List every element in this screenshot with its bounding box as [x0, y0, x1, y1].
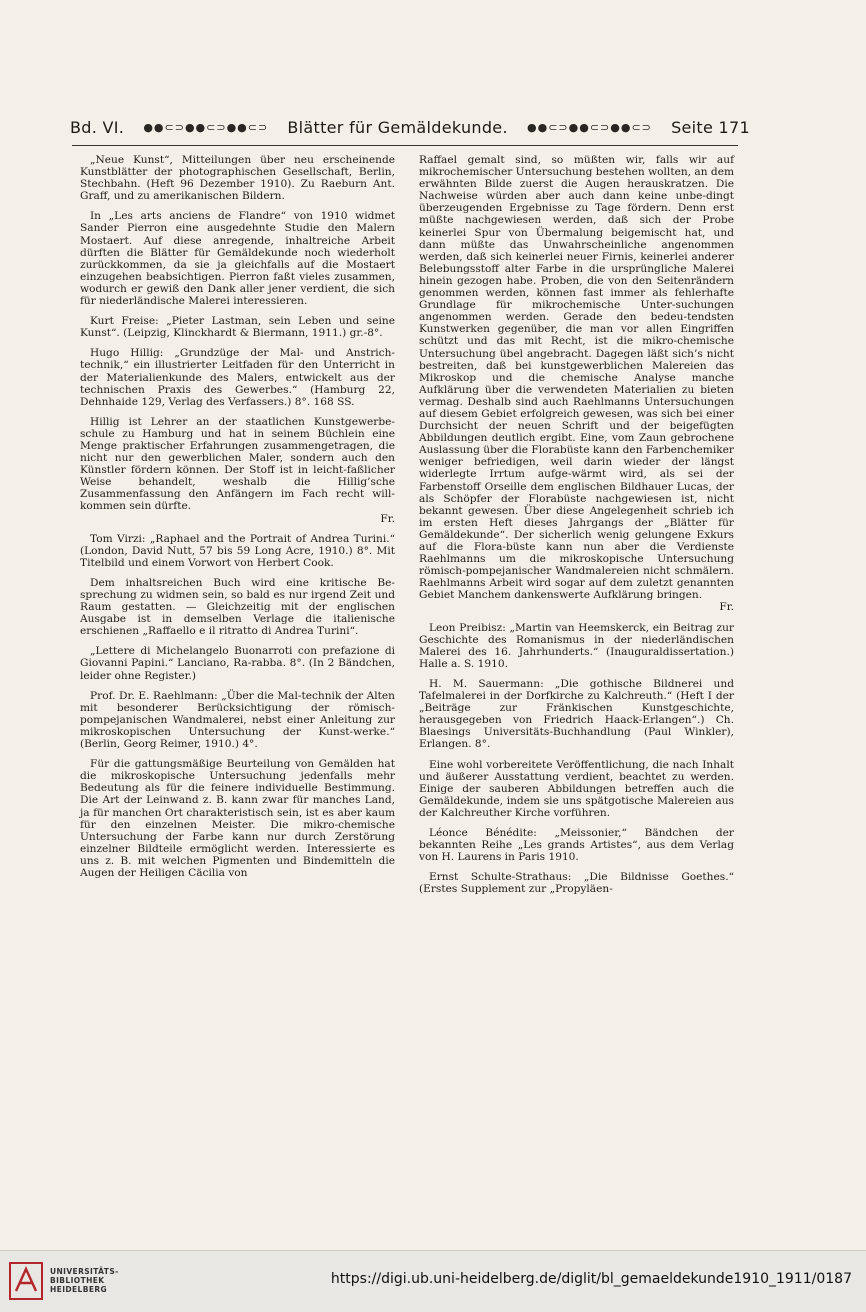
- paragraph-gap: [80, 307, 395, 315]
- running-header: [70, 111, 750, 143]
- review-paragraph: „Neue Kunst“, Mitteilungen über neu erscheinende Kunstblätter der photographischen Gesellschaft, Berlin, Stechbahn. (Heft 96 Dezember 1910). Zu Raeburn Ant. Graff, und zu amerikanischen Bildern.: [80, 154, 395, 203]
- journal-title: Blätter für Gemäldekunde.: [287, 117, 508, 137]
- review-paragraph: „Lettere di Michelangelo Buonarroti con prefazione di Giovanni Papini.“ Lanciano, Ra-rabba. 8°. (In 2 Bändchen, leider ohne Register.): [80, 645, 395, 682]
- review-paragraph: Eine wohl vorbereitete Veröffentlichung, die nach Inhalt und äußerer Ausstattung verdient, beachtet zu werden. Einige der sauberen Abbildungen betreffen auch die Gemäldekunde, indem sie uns spätgotische Malereien aus der Kalchreuther Kirche vorführen.: [419, 758, 734, 819]
- paragraph-gap: [80, 408, 395, 416]
- paragraph-gap: [419, 614, 734, 622]
- review-paragraph: Tom Virzi: „Raphael and the Portrait of Andrea Turini.“ (London, David Nutt, 57 bis 59 Long Acre, 1910.) 8°. Mit Titelbild und einem Vorwort von Herbert Cook.: [80, 532, 395, 569]
- review-paragraph: In „Les arts anciens de Flandre“ von 1910 widmet Sander Pierron eine ausgedehnte Studie den Malern Mostaert. Auf diese anregende, inhaltreiche Arbeit dürften die Blätter für Gemäldekunde noch wiederholt zurückkommen, da sie ja gleichfalls auf die Mostaert einzugehen beabsichtigen. Pierron faßt vieles zusammen, wodurch er gewiß den Dank aller jener verdient, die sich für niederländische Malerei interessieren.: [80, 210, 395, 308]
- paragraph-gap: [80, 682, 395, 690]
- left-column: [80, 154, 395, 879]
- header-divider: [72, 145, 738, 146]
- review-paragraph: Leon Preibisz: „Martin van Heemskerck, ein Beitrag zur Geschichte des Romanismus in der niederländischen Malerei des 16. Jahrhunderts.“ (Inauguraldissertation.) Halle a. S. 1910.: [419, 621, 734, 670]
- review-paragraph: Raffael gemalt sind, so müßten wir, falls wir auf mikrochemischer Untersuchung bestehen wollten, an dem erwähnten Bilde zuerst die Augen herauskratzen. Die Nachweise würden aber auch dann keine unbe-dingt überzeugenden Ergebnisse zu Tage fördern. Denn erst müßte nachgewiesen werden, daß sich der Probe keinerlei Spur von Übermalung beigemischt hat, und dann müßte das Unwahrscheinliche angenommen werden, daß sich keinerlei neuer Firnis, keinerlei anderer Belebungsstoff alter Farbe in die ursprüngliche Malerei hinein gezogen habe. Proben, die von den Seitenrändern genommen werden, können fast immer als fehlerhafte Grundlage für mikrochemische Unter-suchungen angenommen werden. Gerade den bedeu-tendsten Kunstwerken gegenüber, die man vor allen Eingriffen schützt und das mit Recht, ist die mikro-chemische Untersuchung übel angebracht. Dagegen läßt sich’s nicht bestreiten, daß bei kunstgewerblichen Malereien das Mikroskop und die chemische Analyse manche Aufklärung über die verwendeten Materialien zu bieten vermag. Deshalb sind auch Raehlmanns Untersuchungen auf diesem Gebiet erfolgreich gewesen, was sich bei einer Durchsicht der neuen Schrift und der beigefügten Abbildungen deutlich ergibt. Eine, vom Zaun gebrochene Auslassung über die Florabüste kann den Farbenchemiker weniger befriedigen, weil darin wieder der längst widerlegte Irrtum aufge-wärmt wird, als sei der Farbenstoff Orseille dem englischen Bildhauer Lucas, der als Schöpfer der Florabüste nachgewiesen ist, nicht bekannt gewesen. Über diese Angelegenheit schrieb ich im ersten Heft dieses Jahrgangs der „Blätter für Gemäldekunde“. Der sicherlich wenig gelungene Exkurs auf die Flora-büste kann nun aber die Verdienste Raehlmanns um die mikroskopische Untersuchung römisch-pompejanischer Wandmalereien nicht schmälern. Raehlmanns Arbeit wird sogar auf dem zuletzt genannten Gebiet Manchem dankenswerte Aufklärung bringen.: [419, 154, 735, 602]
- paragraph-gap: [419, 751, 734, 759]
- paragraph-gap: [80, 202, 395, 210]
- paragraph-gap: [419, 863, 734, 871]
- right-column: [419, 154, 734, 895]
- reviewer-signature: Fr.: [380, 512, 395, 525]
- review-paragraph: Kurt Freise: „Pieter Lastman, sein Leben und seine Kunst“. (Leipzig, Klinckhardt & Biermann, 1911.) gr.-8°.: [80, 315, 395, 340]
- review-paragraph: Prof. Dr. E. Raehlmann: „Über die Mal-technik der Alten mit besonderer Berücksichtigung der römisch-pompejanischen Wandmalerei, nebst einer Anleitung zur mikroskopischen Untersuchung der Kunst-werke.“ (Berlin, Georg Reimer, 1910.) 4°.: [80, 689, 395, 751]
- review-paragraph: Hugo Hillig: „Grundzüge der Mal- und Anstrich-technik,“ ein illustrierter Leitfaden für den Unterricht in der Materialienkunde des Malers, entwickelt aus der technischen Praxis des Gewerbes.“ (Hamburg 22, Dehnhaide 129, Verlag des Verfassers.) 8°. 168 SS.: [80, 347, 395, 408]
- volume-label: Bd. VI.: [70, 117, 125, 137]
- permalink-url[interactable]: https://digi.ub.uni-heidelberg.de/diglit/bl_gemaeldekunde1910_1911/0187: [330, 1271, 852, 1287]
- paragraph-gap: [80, 569, 395, 577]
- paragraph-gap: [80, 637, 395, 645]
- university-seal-icon[interactable]: [8, 1261, 44, 1301]
- reviewer-signature: Fr.: [719, 601, 734, 614]
- viewer-footer: [0, 1250, 866, 1312]
- paragraph-gap: [419, 670, 734, 678]
- paragraph-gap: [80, 339, 395, 347]
- review-paragraph: Hillig ist Lehrer an der staatlichen Kunstgewerbe-schule zu Hamburg und hat in seinem Büchlein eine Menge praktischer Erfahrungen zusammengetragen, die nicht nur den gewerblichen Maler, sondern auch den Künstler fördern können. Der Stoff ist in leicht-faßlicher Weise behandelt, weshalb die Hillig’sche Zusammenfassung den Anfängern im Fach recht will-kommen sein dürfte.: [80, 415, 395, 513]
- header-ornament-left: ●●⊂⊃●●⊂⊃●●⊂⊃: [143, 120, 269, 134]
- review-paragraph: Léonce Bénédite: „Meissonier,“ Bändchen der bekannten Reihe „Les grands Artistes“, aus dem Verlag von H. Laurens in Paris 1910.: [419, 826, 734, 864]
- review-paragraph: Für die gattungsmäßige Beurteilung von Gemälden hat die mikroskopische Untersuchung jedenfalls mehr Bedeutung als für die feinere individuelle Bestimmung. Die Art der Leinwand z. B. kann zwar für manches Land, ja für manchen Ort charakteristisch sein, ist es aber kaum für den einzelnen Meister. Die mikro-chemische Untersuchung der Farbe kann nur durch Zerstörung einzelner Bildteile ermöglicht werden. Interessierte es uns z. B. mit welchen Pigmenten und Bindemitteln die Augen der Heiligen Cäcilia von: [80, 758, 395, 879]
- library-name: UNIVERSITÄTS- BIBLIOTHEK HEIDELBERG: [50, 1267, 119, 1294]
- review-paragraph: Dem inhaltsreichen Buch wird eine kritische Be-sprechung zu widmen sein, so bald es nur irgend Zeit und Raum gestatten. — Gleichzeitig mit der englischen Ausgabe ist in demselben Verlage die italienische erschienen „Raffaello e il ritratto di Andrea Turini“.: [80, 576, 395, 638]
- review-paragraph: Ernst Schulte-Strathaus: „Die Bildnisse Goethes.“ (Erstes Supplement zur „Propyläen-: [419, 871, 734, 896]
- paragraph-gap: [80, 750, 395, 758]
- paragraph-gap: [80, 525, 395, 533]
- paragraph-gap: [419, 819, 734, 827]
- header-ornament-right: ●●⊂⊃●●⊂⊃●●⊂⊃: [527, 120, 652, 134]
- review-paragraph: H. M. Sauermann: „Die gothische Bildnerei und Tafelmalerei in der Dorfkirche zu Kalchreuth.“ (Heft I der „Beiträge zur Fränkischen Kunstgeschichte, herausgegeben von Friedrich Haack-Erlangen“.) Ch. Blaesings Universitäts-Buchhandlung (Paul Winkler), Erlangen. 8°.: [419, 677, 734, 751]
- page-number: Seite 171: [671, 117, 750, 137]
